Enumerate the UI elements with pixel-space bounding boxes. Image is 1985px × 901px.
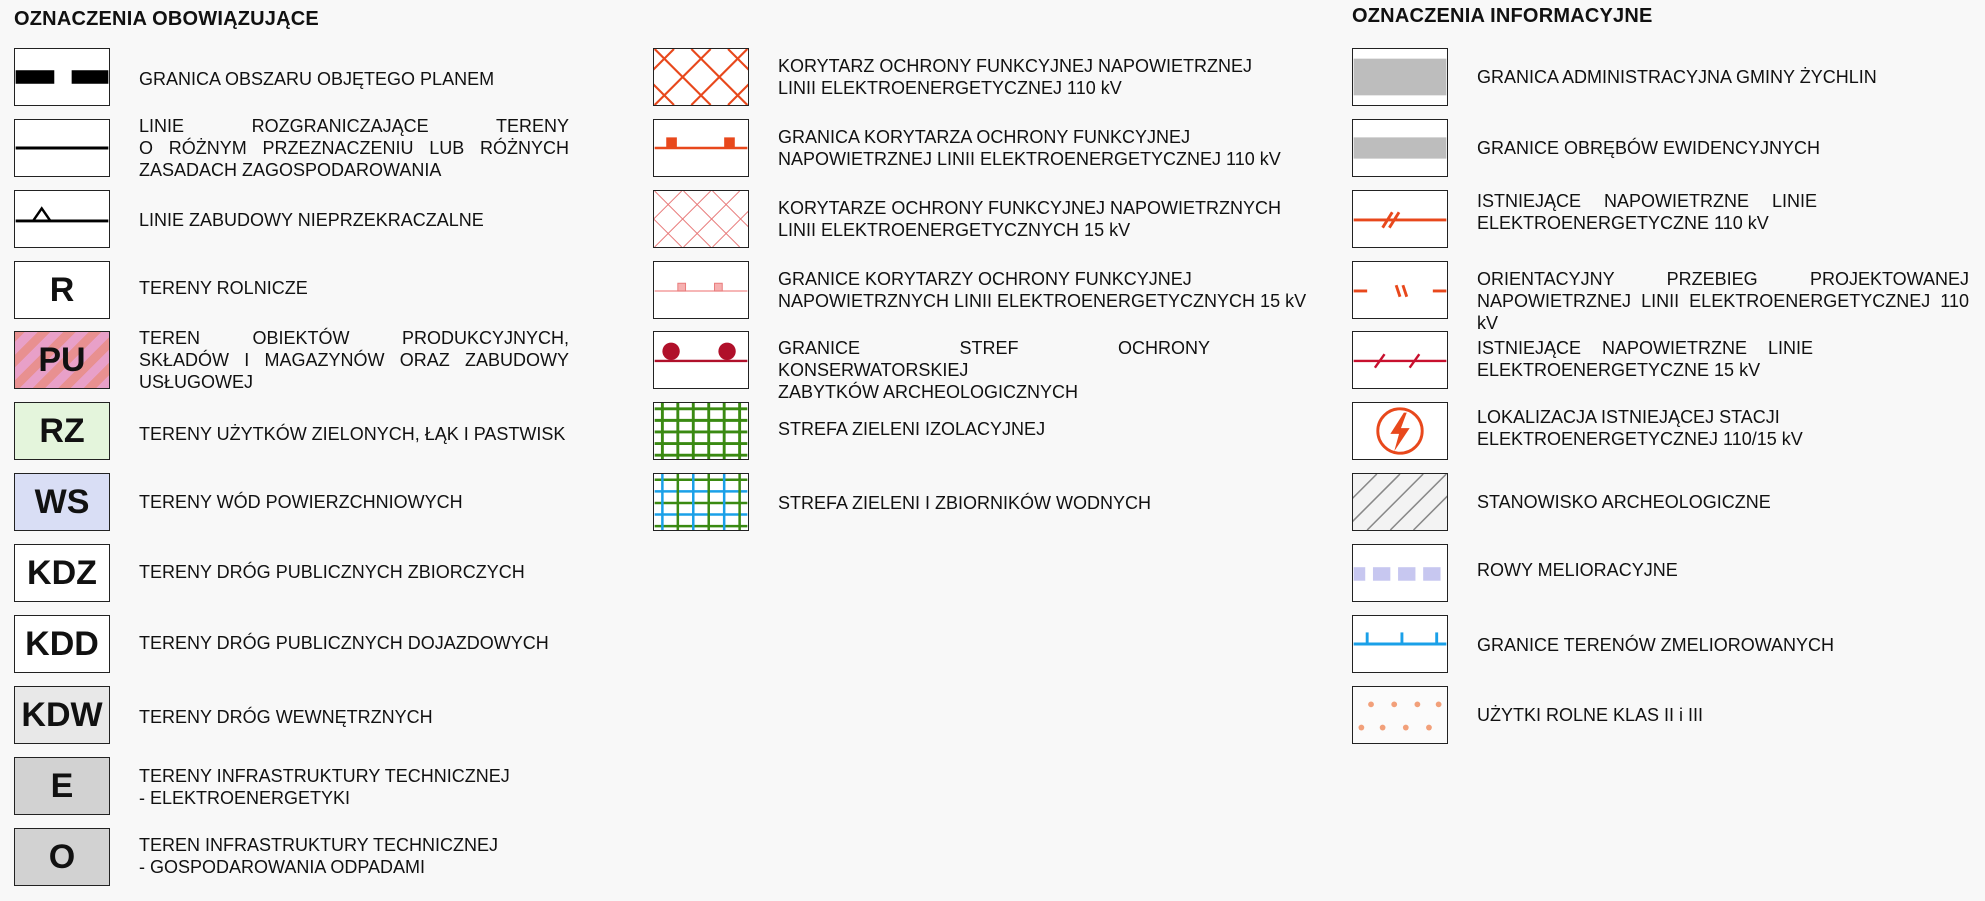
existing-110-symbol: [1352, 190, 1448, 248]
zone-e-code: E: [50, 766, 74, 805]
zone-kdd-code: KDD: [25, 624, 99, 663]
zone-rz-code: RZ: [39, 411, 85, 450]
zone-kdz-code: KDZ: [27, 553, 97, 592]
admin-boundary-symbol: [1352, 48, 1448, 106]
zone-o-symbol: [14, 828, 110, 886]
dividing-lines-label: LINIE ROZGRANICZAJĄCE TERENY O RÓŻNYM PRZEZNACZENIU LUB RÓŻNYCH ZASADACH ZAGOSPODAROWANIA: [139, 116, 569, 180]
existing-15-label: ISTNIEJĄCE NAPOWIETRZNE LINIE ELEKTROENERGETYCZNE 15 kV: [1477, 338, 1813, 380]
zone-rz-label: TERENY UŻYTKÓW ZIELONYCH, ŁĄK I PASTWISK: [139, 424, 566, 444]
building-lines-symbol: [14, 190, 110, 248]
zone-ws-symbol: [14, 473, 110, 531]
corridor-15-boundary-label: GRANICE KORYTARZY OCHRONY FUNKCYJNEJ NAPOWIETRZNYCH LINII ELEKTROENERGETYCZNYCH 15 kV: [778, 269, 1307, 311]
corridor-110-label: KORYTARZ OCHRONY FUNKCYJNEJ NAPOWIETRZNEJ LINII ELEKTROENERGETYCZNEJ 110 kV: [778, 56, 1253, 98]
zone-ws-label: TERENY WÓD POWIERZCHNIOWYCH: [139, 492, 463, 512]
precinct-boundary-label: GRANICE OBRĘBÓW EWIDENCYJNYCH: [1477, 138, 1821, 158]
planned-110-symbol: [1352, 261, 1448, 319]
zone-kdz-label: TERENY DRÓG PUBLICZNYCH ZBIORCZYCH: [139, 562, 525, 582]
zone-kdw-label: TERENY DRÓG WEWNĘTRZNYCH: [139, 707, 433, 727]
admin-boundary-label: GRANICA ADMINISTRACYJNA GMINY ŻYCHLIN: [1477, 67, 1877, 87]
green-water-label: STREFA ZIELENI I ZBIORNIKÓW WODNYCH: [778, 493, 1152, 513]
zone-kdw-code: KDW: [21, 695, 103, 734]
archaeology-zone-symbol: [653, 331, 749, 389]
zone-r-symbol: [14, 261, 110, 319]
drained-land-symbol: [1352, 615, 1448, 673]
zone-o-label: TEREN INFRASTRUKTURY TECHNICZNEJ - GOSPODAROWANIA ODPADAMI: [139, 835, 499, 877]
corridor-15-symbol: [653, 190, 749, 248]
farmland-class-symbol: [1352, 686, 1448, 744]
zone-r-code: R: [49, 270, 75, 309]
archaeology-site-label: STANOWISKO ARCHEOLOGICZNE: [1477, 492, 1771, 512]
substation-symbol: [1352, 402, 1448, 460]
zone-e-symbol: [14, 757, 110, 815]
green-isolation-symbol: [653, 402, 749, 460]
archaeology-zone-label: GRANICE STREF OCHRONY KONSERWATORSKIEJ ZABYTKÓW ARCHEOLOGICZNYCH: [778, 338, 1210, 402]
zone-pu-label: TEREN OBIEKTÓW PRODUKCYJNYCH, SKŁADÓW I MAGAZYNÓW ORAZ ZABUDOWY USŁUGOWEJ: [139, 328, 569, 392]
precinct-boundary-symbol: [1352, 119, 1448, 177]
zone-kdd-label: TERENY DRÓG PUBLICZNYCH DOJAZDOWYCH: [139, 633, 549, 653]
building-lines-label: LINIE ZABUDOWY NIEPRZEKRACZALNE: [139, 210, 484, 230]
corridor-15-label: KORYTARZE OCHRONY FUNKCYJNEJ NAPOWIETRZNYCH LINII ELEKTROENERGETYCZNYCH 15 kV: [778, 198, 1282, 240]
existing-15-symbol: [1352, 331, 1448, 389]
heading-informational: OZNACZENIA INFORMACYJNE: [1352, 5, 1653, 27]
drainage-ditches-symbol: [1352, 544, 1448, 602]
zone-ws-code: WS: [34, 482, 90, 521]
zone-kdz-symbol: [14, 544, 110, 602]
zone-pu-code: PU: [38, 340, 86, 379]
zone-kdw-symbol: [14, 686, 110, 744]
zone-e-label: TERENY INFRASTRUKTURY TECHNICZNEJ - ELEKTROENERGETYKI: [139, 766, 510, 808]
drainage-ditches-label: ROWY MELIORACYJNE: [1477, 560, 1678, 580]
zone-rz-symbol: [14, 402, 110, 460]
drained-land-label: GRANICE TERENÓW ZMELIOROWANYCH: [1477, 635, 1835, 655]
dividing-lines-symbol: [14, 119, 110, 177]
green-water-symbol: [653, 473, 749, 531]
existing-110-label: ISTNIEJĄCE NAPOWIETRZNE LINIE ELEKTROENERGETYCZNE 110 kV: [1477, 191, 1817, 233]
plan-boundary-symbol: [14, 48, 110, 106]
zone-r-label: TERENY ROLNICZE: [139, 278, 308, 298]
corridor-110-boundary-label: GRANICA KORYTARZA OCHRONY FUNKCYJNEJ NAPOWIETRZNEJ LINII ELEKTROENERGETYCZNEJ 110 kV: [778, 127, 1281, 169]
corridor-110-symbol: [653, 48, 749, 106]
substation-label: LOKALIZACJA ISTNIEJĄCEJ STACJI ELEKTROENERGETYCZNEJ 110/15 kV: [1477, 407, 1803, 449]
zone-kdd-symbol: [14, 615, 110, 673]
heading-binding: OZNACZENIA OBOWIĄZUJĄCE: [14, 8, 319, 30]
corridor-15-boundary-symbol: [653, 261, 749, 319]
corridor-110-boundary-symbol: [653, 119, 749, 177]
planned-110-label: ORIENTACYJNY PRZEBIEG PROJEKTOWANEJ NAPOWIETRZNEJ LINII ELEKTROENERGETYCZNEJ 110 kV: [1477, 269, 1969, 333]
farmland-class-label: UŻYTKI ROLNE KLAS II i III: [1477, 705, 1704, 725]
zone-pu-symbol: [14, 331, 110, 389]
green-isolation-label: STREFA ZIELENI IZOLACYJNEJ: [778, 419, 1046, 439]
zone-o-code: O: [48, 837, 76, 876]
archaeology-site-symbol: [1352, 473, 1448, 531]
plan-boundary-label: GRANICA OBSZARU OBJĘTEGO PLANEM: [139, 69, 495, 89]
